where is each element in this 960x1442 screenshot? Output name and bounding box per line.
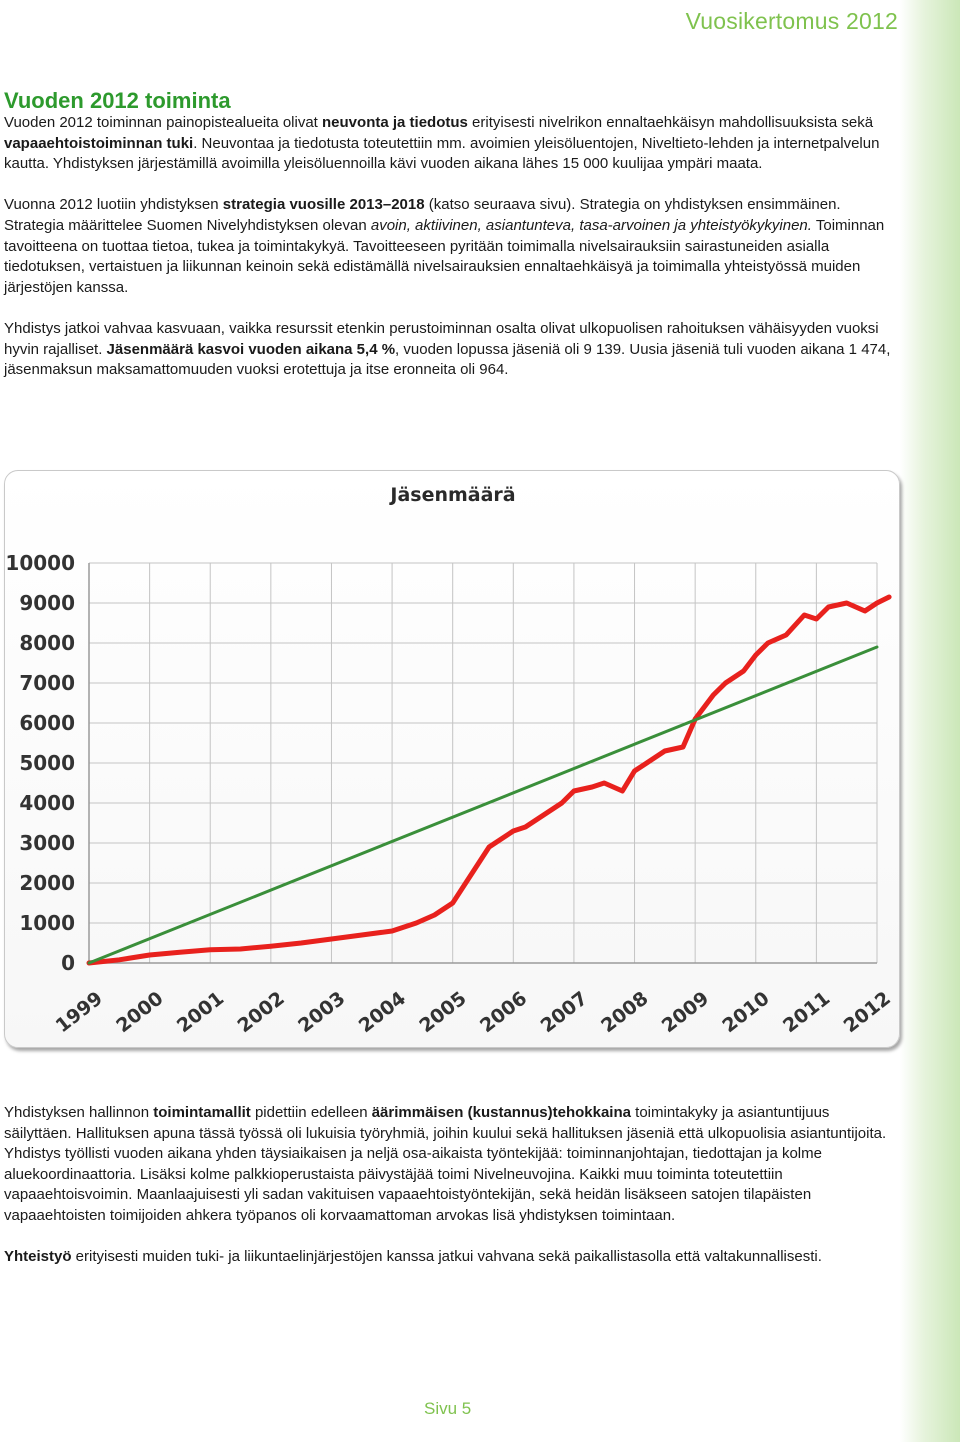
x-tick-label: 2011 <box>779 987 835 1038</box>
x-tick-label: 2008 <box>597 987 653 1038</box>
text-run: Toiminnan tavoitteena on tuottaa tietoa, tukea ja toimintakykyä. Tavoitteeseen pyritään toimimalla nivelsairauksiin sairastuneiden asialla tiedotuksen, vertaistuen ja liikunnan keinoin sekä edistämällä nivelsairauksien ennaltaehkäisyä ja toimimalla yhteistyössä muiden järjestöjen kanssa. <box>4 216 885 296</box>
bold-text: neuvonta ja tiedotus <box>322 114 468 131</box>
bold-text: vapaaehtoistoiminnan tuki <box>4 134 194 152</box>
bold-text: strategia vuosille 2013–2018 <box>222 196 425 214</box>
y-tick-label: 6000 <box>19 711 75 735</box>
x-tick-label: 2012 <box>839 987 895 1038</box>
section-title: Vuoden 2012 toiminta <box>4 88 231 113</box>
y-tick-label: 10000 <box>5 551 75 575</box>
x-tick-label: 2005 <box>415 987 471 1038</box>
paragraph <box>4 1103 896 1227</box>
paragraph <box>4 195 896 298</box>
x-tick-label: 2001 <box>172 987 229 1038</box>
x-tick-label: 2007 <box>536 987 592 1038</box>
page-side-gradient <box>900 0 960 1442</box>
x-tick-label: 1999 <box>51 987 107 1038</box>
x-tick-label: 2000 <box>112 987 168 1038</box>
page-number: Sivu 5 <box>424 1399 472 1418</box>
y-tick-label: 0 <box>61 951 75 975</box>
paragraph <box>4 113 896 175</box>
bold-text: toimintamallit <box>153 1104 251 1121</box>
text-run: Vuoden 2012 toiminnan painopistealueita olivat <box>4 114 323 131</box>
membership-chart <box>4 470 900 1048</box>
text-run: erityisesti muiden tuki- ja liikuntaelinjärjestöjen kanssa jatkui vahvana sekä paikallistasolla että valtakunnallisesti. <box>71 1248 822 1266</box>
text-run: Yhdistyksen hallinnon <box>4 1104 154 1121</box>
x-tick-label: 2004 <box>354 987 410 1038</box>
bold-text: Yhteistyö <box>4 1248 72 1266</box>
x-tick-label: 2009 <box>657 987 714 1038</box>
trend-series-line <box>89 647 877 963</box>
text-run: erityisesti nivelrikon ennaltaehkäisyn mahdollisuuksista sekä <box>467 114 874 131</box>
text-run: , vuoden lopussa jäseniä oli 9 139. Uusia jäseniä tuli vuoden aikana 1 474, jäsenmaksun maksamattomuuden vuoksi erotettuja ja itse eronneita oli 964. <box>4 340 891 379</box>
y-tick-label: 5000 <box>19 751 75 775</box>
report-title: Vuosikertomus 2012 <box>685 8 898 34</box>
y-tick-label: 3000 <box>19 831 75 855</box>
paragraph <box>4 1247 896 1268</box>
intro-text <box>4 113 896 401</box>
italic-text: avoin, aktiivinen, asiantunteva, tasa-arvoinen ja yhteistyökykyinen. <box>370 216 812 234</box>
x-tick-label: 2010 <box>718 987 774 1038</box>
y-tick-label: 7000 <box>19 671 75 695</box>
text-run: Yhdistys jatkoi vahvaa kasvuaan, vaikka resurssit etenkin perustoiminnan osalta olivat ulkopuolisen rahoituksen vähäisyyden vuoksi hyvin rajalliset. <box>4 319 879 358</box>
y-tick-label: 2000 <box>19 871 75 895</box>
chart-title: Jäsenmäärä <box>390 484 516 506</box>
y-tick-label: 8000 <box>19 631 75 655</box>
paragraph <box>4 319 896 381</box>
body-text <box>4 1103 896 1288</box>
membership-series-line <box>89 597 889 963</box>
bold-text: Jäsenmäärä kasvoi vuoden aikana 5,4 % <box>106 340 396 358</box>
bold-text: äärimmäisen (kustannus)tehokkaina <box>371 1104 631 1121</box>
text-run: . Neuvontaa ja tiedotusta toteutettiin mm. avoimien yleisöluentojen, Niveltieto-lehden ja internetpalvelun kautta. Yhdistyksen järjestämillä avoimilla yleisöluennoilla kävi vuoden aikana lähes 15 000 kuulijaa ympäri maata. <box>4 134 880 173</box>
y-tick-label: 1000 <box>19 911 75 935</box>
text-run: pidettiin edelleen <box>250 1104 372 1121</box>
membership-chart-svg <box>5 471 899 1047</box>
text-run: Vuonna 2012 luotiin yhdistyksen <box>4 196 223 214</box>
x-tick-label: 2003 <box>294 987 350 1038</box>
text-run: (katso seuraava sivu). Strategia on yhdistyksen ensimmäinen. Strategia määrittelee Suomen Nivelyhdistyksen olevan <box>4 196 841 234</box>
y-tick-label: 9000 <box>19 591 75 615</box>
x-tick-label: 2002 <box>233 987 289 1038</box>
text-run: toimintakyky ja asiantuntijuus säilyttäen. Hallituksen apuna tässä työssä oli lukuisia työryhmiä, joihin kuului sekä hallituksen jäseniä että ulkopuolisia asiantuntijoita. Yhdistys työllisti vuoden aikana yhden täysiaikaisen ja neljä osa-aikaista työntekijää: toiminnanjohtajan, tiedottajan ja kolme aluekoordinaattoria. Lisäksi kolme palkkioperustaista päivystäjää toimi Nivelneuvojina. Kaikki muu toiminta toteutettiin vapaaehtoisvoimin. Maanlaajuisesti yli sadan vakituisen vapaaehtoistyöntekijän, sekä heidän lisäkseen satojen tilapäisten vapaaehtoisten toimijoiden ahkera työpanos oli korvaamattoman arvokas lisä yhdistyksen toimintaan. <box>4 1104 887 1224</box>
x-tick-label: 2006 <box>476 987 532 1038</box>
y-tick-label: 4000 <box>19 791 75 815</box>
